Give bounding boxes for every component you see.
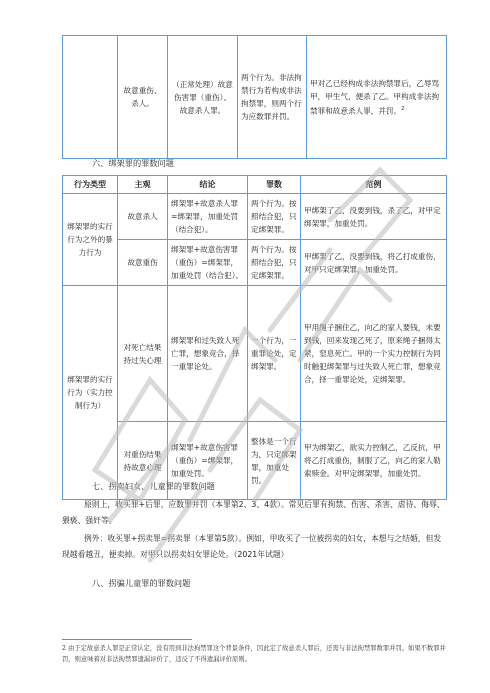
table-cell-subjective: 对重伤结果持故意心理 <box>118 422 168 500</box>
table-row <box>63 194 447 240</box>
table-header-row <box>63 176 447 194</box>
table-cell-example: 甲绑架了乙，没要到钱，杀了乙，对甲定绑架罪，加重处罚。 <box>301 194 447 240</box>
group-type-violence: 绑架罪的实行行为之外的暴力行为 <box>63 194 118 286</box>
table-row <box>63 286 447 422</box>
footnote-divider <box>62 639 192 640</box>
section-8-title: 八、拐骗儿童罪的罪数问题 <box>92 578 191 588</box>
table-cell-example: 甲绑架了乙，没要到钱，将乙打成重伤，对甲只定绑架罪，加重处罚。 <box>301 240 447 286</box>
table-cell-conclusion: 绑架罪和过失致人死亡罪，想象竞合，择一重罪论处。 <box>168 286 248 422</box>
header-conclusion: 结论 <box>168 176 248 194</box>
header-type: 行为类型 <box>63 176 118 194</box>
continuation-table <box>62 35 447 159</box>
footnote: 2 由于定故意杀人罪是正常认定，没有用到非法拘禁罪这个背景条件，因此定了故意杀人罪后，还需与非法拘禁罪数罪并罚。如果不数罪并罚，则意味着对非法拘禁罪遗漏评价了，违反了不得遗漏评价原则。 <box>62 645 446 663</box>
section-7-paragraph-1: 原则上，收买罪+后罪，应数罪并罚（本罪第2、3、4款）。常见后罪有拘禁、伤害、杀害、虐待、侮辱、猥亵、强奸等。 <box>62 500 445 525</box>
section-7-title: 七、拐卖妇女、儿童罪的罪数问题 <box>92 481 215 491</box>
table-cell-subjective: 故意杀人 <box>118 194 168 240</box>
table-cell-conclusion: 绑架罪+故意伤害罪（重伤）=绑架罪，加重处罚。 <box>168 422 248 500</box>
example-text: 甲对乙已经构成非法拘禁罪后，乙辱骂甲，甲生气，便杀了乙。甲构成非法拘禁罪和故意杀人罪，并罚。 <box>310 78 440 116</box>
table-cell-subjective: 故意重伤 <box>118 240 168 286</box>
footnote-ref: 2 <box>401 105 405 112</box>
table-cell-example <box>307 36 447 159</box>
table-cell-count: 一个行为，一重罪论处，定绑架罪。 <box>248 286 301 422</box>
table-cell-count: 整体是一个行为，只定绑架罪，加重处罚。 <box>248 422 301 500</box>
table-cell-count: 两个行为。非法拘禁行为若构成非法拘禁罪，则两个行为应数罪并罚。 <box>238 36 307 159</box>
table-cell-conclusion: （正常处理）故意伤害罪（重伤）、故意杀人罪。 <box>168 36 238 159</box>
table-row <box>63 36 447 159</box>
table-cell-conclusion: 绑架罪+故意杀人罪=绑架罪，加重处罚（结合犯）。 <box>168 194 248 240</box>
kidnapping-table <box>62 175 447 500</box>
header-subjective: 主观 <box>118 176 168 194</box>
table-cell-conclusion: 绑架罪+故意伤害罪（重伤）=绑架罪，加重处罚（结合犯）。 <box>168 240 248 286</box>
table-cell-count: 两个行为。按照结合犯，只定绑架罪。 <box>248 194 301 240</box>
table-row <box>63 240 447 286</box>
table-cell-count: 两个行为。按照结合犯，只定绑架罪。 <box>248 240 301 286</box>
section-6-title: 六、绑架罪的罪数问题 <box>92 158 174 168</box>
group-type-control: 绑架罪的实行行为（实力控制行为） <box>63 286 118 500</box>
header-example: 范例 <box>301 176 447 194</box>
table-cell-example: 甲用绳子捆住乙，向乙的家人要钱，未要到钱，回来发现乙死了，原来绳子捆得太紧，窒息死亡。甲的一个实力控制行为同时触犯绑架罪与过失致人死亡罪，想象竞合，择一重罪论处，定绑架罪。 <box>301 286 447 422</box>
table-cell-empty <box>63 36 118 159</box>
header-count: 罪数 <box>248 176 301 194</box>
section-7-paragraph-2: 例外：收买罪+拐卖罪=拐卖罪（本罪第5款）。例如，甲收买了一位被拐卖的妇女，本想与之结婚，但发现越看越丑，便卖掉。对甲只以拐卖妇女罪论处。（2021年试题） <box>62 534 442 559</box>
table-cell-subjective: 故意重伤、杀人。 <box>118 36 168 159</box>
table-cell-example: 甲为绑架乙，欲实力控制乙，乙反抗，甲将乙打成重伤，制服了乙，向乙的家人勒索赎金。对甲定绑架罪，加重处罚。 <box>301 422 447 500</box>
table-cell-subjective: 对死亡结果持过失心理 <box>118 286 168 422</box>
